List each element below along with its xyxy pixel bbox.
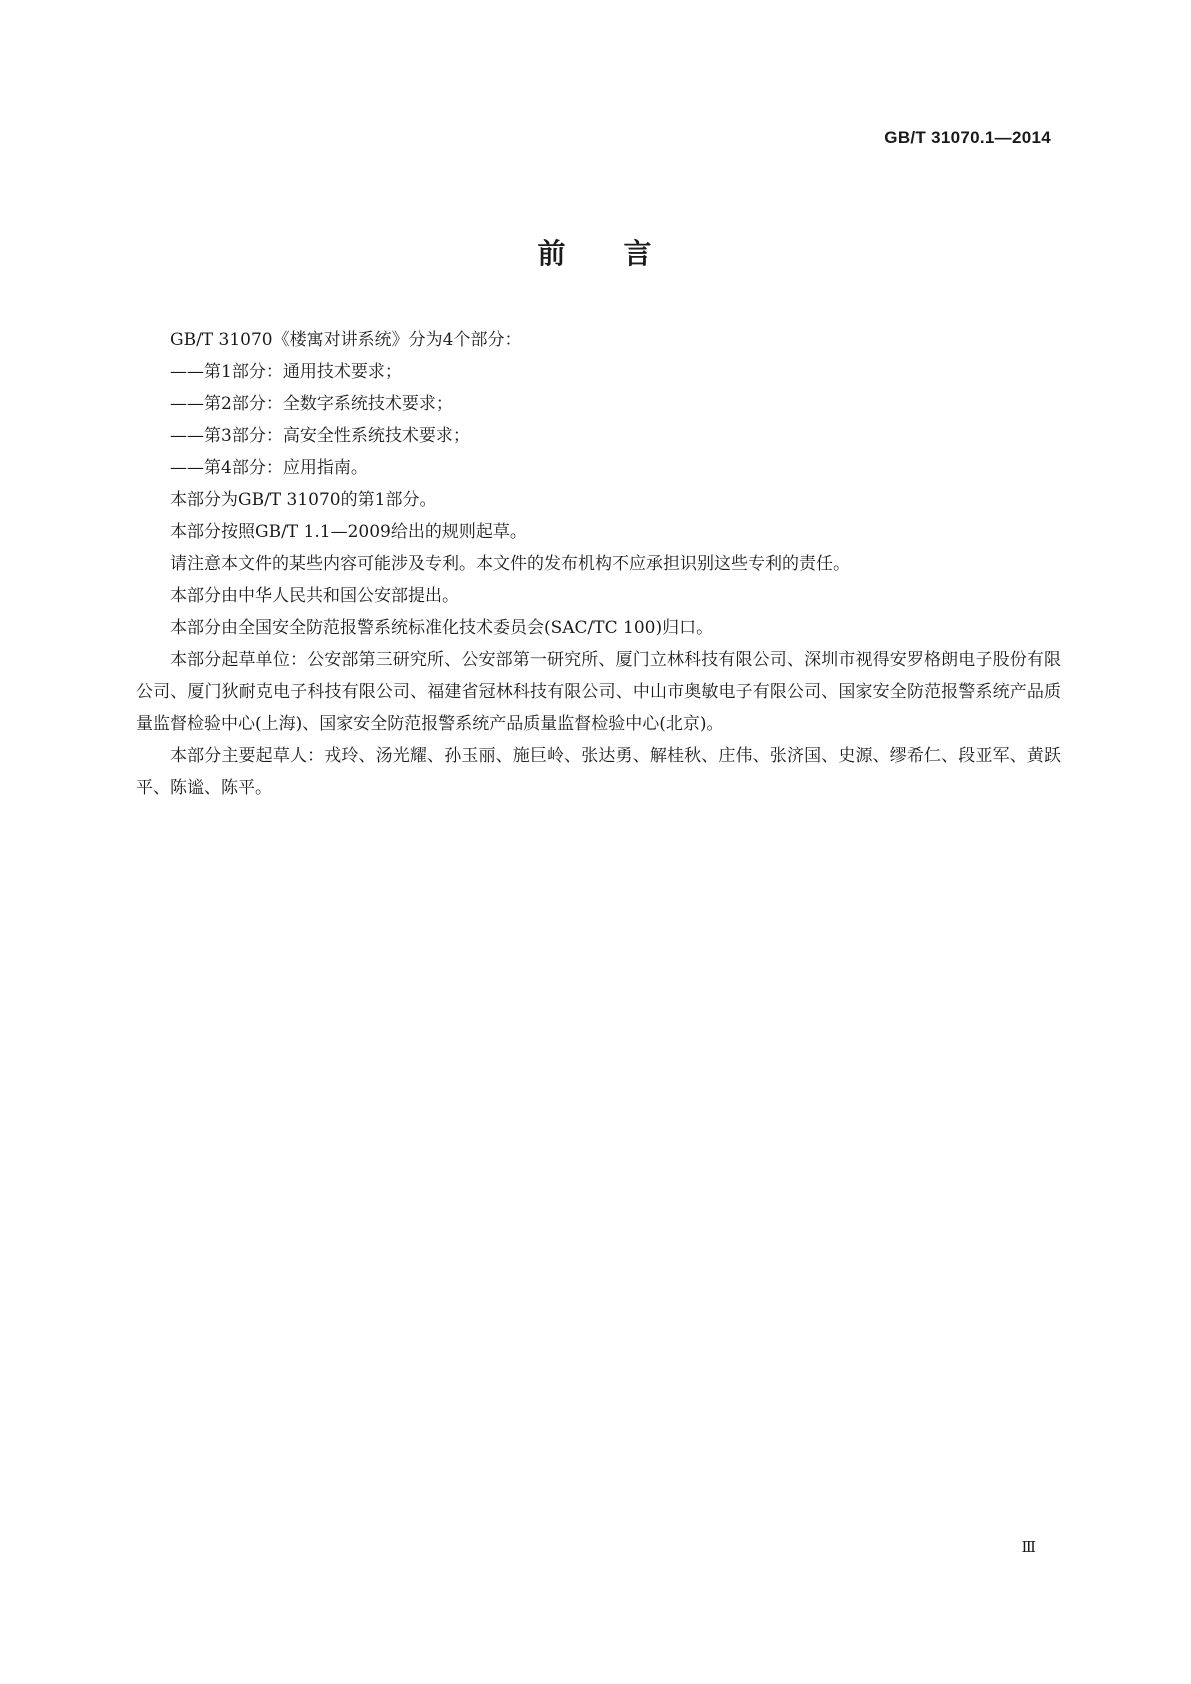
list-item-part-1: ——第1部分：通用技术要求；	[170, 362, 402, 382]
paragraph-proposed-by: 本部分由中华人民共和国公安部提出。	[170, 586, 459, 606]
page-title-char-2: 言	[623, 237, 654, 270]
page-number: Ⅲ	[1021, 1538, 1036, 1556]
paragraph-this-part: 本部分为GB/T 31070的第1部分。	[170, 490, 437, 510]
paragraph-drafters: 本部分主要起草人：戎玲、汤光耀、孙玉丽、施巨岭、张达勇、解桂秋、庄伟、张济国、史源、缪希仁、段亚军、黄跃平、陈谧、陈平。	[136, 746, 1061, 798]
standard-number: GB/T 31070.1—2014	[884, 128, 1051, 147]
paragraph-patent-notice: 请注意本文件的某些内容可能涉及专利。本文件的发布机构不应承担识别这些专利的责任。	[170, 554, 850, 574]
paragraph-drafting-rules: 本部分按照GB/T 1.1—2009给出的规则起草。	[170, 522, 527, 542]
paragraph-parts-intro: GB/T 31070《楼寓对讲系统》分为4个部分：	[170, 330, 522, 350]
foreword-body	[136, 324, 1061, 804]
list-item-part-4: ——第4部分：应用指南。	[170, 458, 368, 478]
paragraph-managed-by: 本部分由全国安全防范报警系统标准化技术委员会(SAC/TC 100)归口。	[170, 618, 714, 638]
paragraph-drafting-units: 本部分起草单位：公安部第三研究所、公安部第一研究所、厦门立林科技有限公司、深圳市视得安罗格朗电子股份有限公司、厦门狄耐克电子科技有限公司、福建省冠林科技有限公司、中山市奥敏电子有限公司、国家安全防范报警系统产品质量监督检验中心(上海)、国家安全防范报警系统产品质量监督检验中心(北京)。	[136, 650, 1061, 734]
list-item-part-3: ——第3部分：高安全性系统技术要求；	[170, 426, 470, 446]
page-title	[0, 232, 1191, 272]
page-title-char-1: 前	[537, 237, 568, 270]
list-item-part-2: ——第2部分：全数字系统技术要求；	[170, 394, 453, 414]
